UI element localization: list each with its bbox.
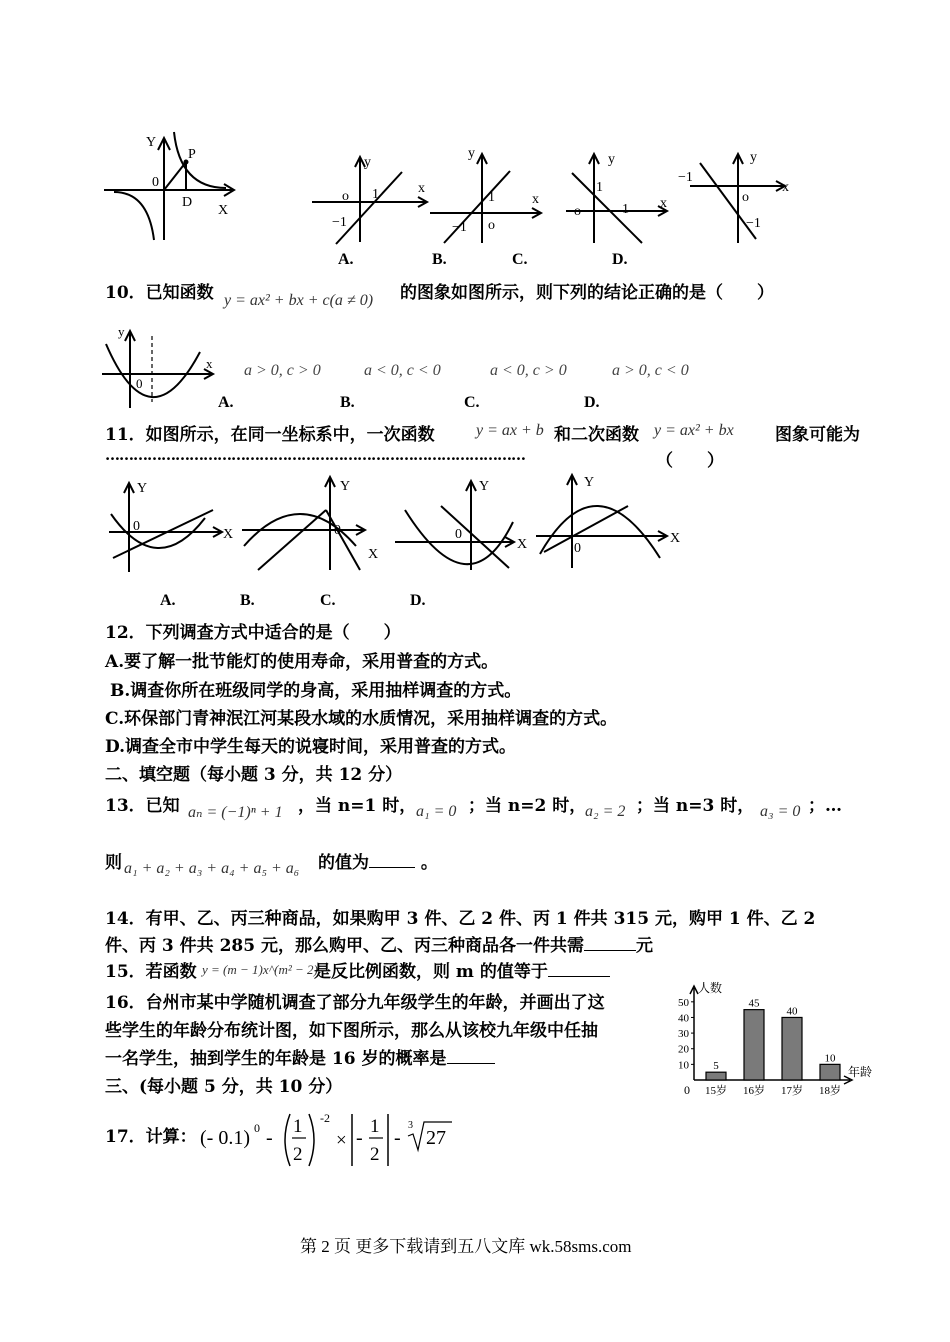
q17-neg2-exp: -2 bbox=[320, 1111, 330, 1125]
q11-b-y: Y bbox=[340, 479, 351, 494]
chart-y-tick-label: 30 bbox=[678, 1028, 689, 1041]
q13-formula: aₙ = (−1)ⁿ + 1 bbox=[188, 804, 283, 821]
q11-b-x: X bbox=[368, 547, 379, 562]
q12-stem: 12．下列调查方式中适合的是（ ） bbox=[105, 623, 401, 643]
graph-c-one-a: 1 bbox=[596, 180, 603, 195]
chart-category-label: 15岁 bbox=[705, 1085, 727, 1097]
page-footer: 第 2 页 更多下载请到五八文库 wk.58sms.com bbox=[300, 1237, 632, 1256]
q10-fig-o: 0 bbox=[136, 376, 143, 391]
q13-t1: ，当 n=1 时， bbox=[298, 796, 417, 816]
q11-option-c[interactable]: C. bbox=[320, 592, 336, 609]
chart-y-tick-label: 40 bbox=[678, 1012, 689, 1025]
q13-then: 则 bbox=[105, 853, 122, 873]
chart-origin-label: 0 bbox=[684, 1083, 690, 1097]
fig-p-label: P bbox=[188, 147, 196, 162]
graph-d-o: o bbox=[742, 190, 749, 205]
q10-prefix: 10．已知函数 bbox=[105, 283, 214, 303]
q17-num-1: 1 bbox=[293, 1116, 303, 1137]
q10-parabola-figure bbox=[100, 322, 225, 410]
q13-tail bbox=[318, 848, 438, 873]
graph-d-x: x bbox=[782, 180, 789, 195]
q11-a-o: 0 bbox=[133, 519, 140, 534]
q9-option-c[interactable]: C. bbox=[512, 251, 528, 268]
graph-c-y: y bbox=[608, 152, 615, 167]
q14-line2 bbox=[105, 931, 653, 956]
q9-graph-a bbox=[308, 150, 433, 245]
q17-den-2: 2 bbox=[370, 1144, 380, 1165]
chart-y-tick-label: 50 bbox=[678, 996, 689, 1009]
q15-suffix bbox=[314, 957, 610, 982]
q9-graph-d bbox=[676, 145, 801, 245]
q17-formula bbox=[200, 1108, 470, 1170]
q10-option-d[interactable]: D. bbox=[584, 394, 600, 411]
graph-a-y: y bbox=[364, 155, 371, 170]
graph-b-m1: −1 bbox=[452, 220, 467, 235]
q9-option-b[interactable]: B. bbox=[432, 251, 447, 268]
q14-unit: 元 bbox=[636, 936, 653, 956]
fig-d-label: D bbox=[182, 195, 193, 210]
q11-b-o: 0 bbox=[334, 523, 341, 538]
q9-hyperbola-figure bbox=[100, 128, 240, 243]
q10-fig-x: x bbox=[206, 356, 213, 371]
q10-choice-c: a < 0, c > 0 bbox=[490, 362, 567, 379]
q17-minus-2: - bbox=[356, 1127, 363, 1149]
q11-formula1: y = ax + b bbox=[476, 422, 544, 439]
q16-answer-blank[interactable] bbox=[447, 1063, 495, 1064]
q11-graph-b bbox=[240, 472, 385, 572]
chart-bar bbox=[782, 1017, 802, 1080]
q12-option-a[interactable]: A.要了解一批节能灯的使用寿命，采用普查的方式。 bbox=[105, 652, 499, 672]
q10-fig-y: y bbox=[118, 324, 125, 339]
q13-f1: a₁ = 0 bbox=[416, 803, 457, 820]
fig-origin-label: 0 bbox=[152, 175, 159, 190]
q12-option-b[interactable]: B.调查你所在班级同学的身高，采用抽样调查的方式。 bbox=[110, 681, 522, 701]
graph-a-one: 1 bbox=[372, 187, 379, 202]
q9-option-a[interactable]: A. bbox=[338, 251, 354, 268]
q13-answer-blank[interactable] bbox=[369, 867, 415, 868]
q13-sum: a₁ + a₂ + a₃ + a₄ + a₅ + a₆ bbox=[124, 860, 300, 877]
q10-option-c[interactable]: C. bbox=[464, 394, 480, 411]
graph-b-x: x bbox=[532, 192, 539, 207]
graph-b-y: y bbox=[468, 146, 475, 161]
fig-y-label: Y bbox=[146, 135, 157, 150]
graph-b-o: o bbox=[488, 218, 495, 233]
q11-paren: （ ） bbox=[656, 451, 724, 471]
q10-option-b[interactable]: B. bbox=[340, 394, 355, 411]
chart-category-label: 17岁 bbox=[781, 1085, 803, 1097]
q13-f2: a₂ = 2 bbox=[585, 803, 626, 820]
q9-option-d[interactable]: D. bbox=[612, 251, 628, 268]
q13-t2: ；当 n=2 时， bbox=[468, 796, 587, 816]
q10-suffix: 的图象如图所示，则下列的结论正确的是（ ） bbox=[400, 283, 774, 303]
age-bar-chart bbox=[676, 978, 876, 1103]
q12-option-d[interactable]: D.调查全市中学生每天的说寝时间，采用普查的方式。 bbox=[105, 737, 517, 757]
q13-end: 。 bbox=[420, 853, 438, 873]
q11-option-a[interactable]: A. bbox=[160, 592, 176, 609]
q17-base: (- 0.1) bbox=[200, 1127, 250, 1149]
q10-option-a[interactable]: A. bbox=[218, 394, 234, 411]
q17-times: × bbox=[336, 1130, 347, 1151]
q10-formula: y = ax² + bx + c(a ≠ 0) bbox=[224, 292, 374, 309]
q10-choice-b: a < 0, c < 0 bbox=[364, 362, 441, 379]
q12-option-c[interactable]: C.环保部门青神泯江河某段水域的水质情况，采用抽样调查的方式。 bbox=[105, 709, 618, 729]
q15-formula: y = (m − 1)x^(m² − 2) bbox=[202, 962, 318, 977]
chart-bar bbox=[820, 1064, 840, 1080]
q10-choice-a: a > 0, c > 0 bbox=[244, 362, 321, 379]
q13-t3: ；当 n=3 时， bbox=[636, 796, 755, 816]
q11-graph-c bbox=[393, 476, 533, 571]
q17-radicand: 27 bbox=[426, 1127, 446, 1149]
chart-bar bbox=[744, 1010, 764, 1080]
q13-t4: ；… bbox=[808, 796, 842, 816]
q11-a-y: Y bbox=[137, 481, 148, 496]
q11-option-d[interactable]: D. bbox=[410, 592, 426, 609]
graph-a-x: x bbox=[418, 181, 425, 196]
q11-a-x: X bbox=[223, 527, 234, 542]
q17-minus-3: - bbox=[394, 1127, 401, 1149]
q11-d-x: X bbox=[670, 531, 681, 546]
q11-d-o: 0 bbox=[574, 541, 581, 556]
q14-answer-blank[interactable] bbox=[584, 950, 636, 951]
q9-graph-c bbox=[562, 145, 677, 245]
q11-prefix: 11．如图所示，在同一坐标系中，一次函数 bbox=[105, 425, 435, 445]
graph-c-x: x bbox=[660, 196, 667, 211]
q11-c-y: Y bbox=[479, 479, 490, 494]
q17-den-1: 2 bbox=[293, 1144, 303, 1165]
chart-y-tick-label: 20 bbox=[678, 1043, 689, 1056]
chart-y-axis-label: 人数 bbox=[698, 981, 723, 995]
chart-bar-value-label: 40 bbox=[786, 1005, 798, 1018]
chart-y-tick-label: 10 bbox=[678, 1059, 689, 1072]
q13-prefix: 13．已知 bbox=[105, 796, 180, 816]
q14-line1: 14．有甲、乙、丙三种商品，如果购甲 3 件、乙 2 件、丙 1 件共 315 元，购甲 1 件、乙 2 bbox=[105, 909, 816, 929]
graph-c-o: o bbox=[574, 204, 581, 219]
chart-x-axis-label: 年龄 bbox=[848, 1065, 873, 1079]
chart-bar-value-label: 10 bbox=[824, 1052, 836, 1065]
section-2-heading: 二、填空题（每小题 3 分，共 12 分） bbox=[105, 765, 403, 785]
q17-cube-index: 3 bbox=[408, 1120, 413, 1131]
q16-line3 bbox=[105, 1044, 495, 1069]
q11-graph-a bbox=[105, 478, 234, 573]
q15-suffix-text: 是反比例函数，则 m 的值等于 bbox=[314, 962, 548, 982]
q11-suffix: 图象可能为 bbox=[775, 425, 860, 445]
fig-x-label: X bbox=[218, 203, 229, 218]
graph-c-one-b: 1 bbox=[622, 202, 629, 217]
chart-category-label: 18岁 bbox=[819, 1085, 841, 1097]
chart-bar-value-label: 45 bbox=[748, 997, 760, 1010]
chart-bar-value-label: 5 bbox=[713, 1060, 719, 1073]
q17-minus-1: - bbox=[266, 1127, 273, 1149]
q11-formula2: y = ax² + bx bbox=[654, 422, 734, 439]
graph-b-one: 1 bbox=[488, 190, 495, 205]
graph-d-m1b: −1 bbox=[746, 216, 761, 231]
q17-num-2: 1 bbox=[370, 1116, 380, 1137]
q13-f3: a₃ = 0 bbox=[760, 803, 801, 820]
q11-dots: ……………………………………………………………………………… bbox=[105, 446, 525, 464]
q10-choice-d: a > 0, c < 0 bbox=[612, 362, 689, 379]
q15-prefix: 15．若函数 bbox=[105, 962, 197, 982]
q11-option-b[interactable]: B. bbox=[240, 592, 255, 609]
q11-c-x: X bbox=[517, 537, 528, 552]
q14-line2-text: 件、丙 3 件共 285 元，那么购甲、乙、丙三种商品各一件共需 bbox=[105, 936, 584, 956]
q11-c-o: 0 bbox=[455, 527, 462, 542]
q16-line3-text: 一名学生，抽到学生的年龄是 16 岁的概率是 bbox=[105, 1049, 447, 1069]
graph-d-y: y bbox=[750, 150, 757, 165]
q9-graph-b bbox=[428, 145, 553, 245]
q11-mid: 和二次函数 bbox=[554, 425, 639, 445]
q11-d-y: Y bbox=[584, 475, 595, 490]
q17-label: 17．计算： bbox=[105, 1127, 197, 1147]
chart-bar bbox=[706, 1072, 726, 1080]
q17-zero-exp: 0 bbox=[254, 1121, 260, 1135]
q11-graph-d bbox=[534, 470, 684, 570]
q15-answer-blank[interactable] bbox=[548, 976, 610, 977]
q13-tail-text: 的值为 bbox=[318, 853, 369, 873]
section-3-heading: 三、(每小题 5 分，共 10 分） bbox=[105, 1077, 343, 1097]
graph-a-o: o bbox=[342, 189, 349, 204]
q16-line1: 16．台州市某中学随机调查了部分九年级学生的年龄，并画出了这 bbox=[105, 993, 605, 1013]
chart-category-label: 16岁 bbox=[743, 1085, 765, 1097]
q16-line2: 些学生的年龄分布统计图，如下图所示，那么从该校九年级中任抽 bbox=[105, 1021, 598, 1041]
graph-a-m1: −1 bbox=[332, 215, 347, 230]
graph-d-m1: −1 bbox=[678, 170, 693, 185]
